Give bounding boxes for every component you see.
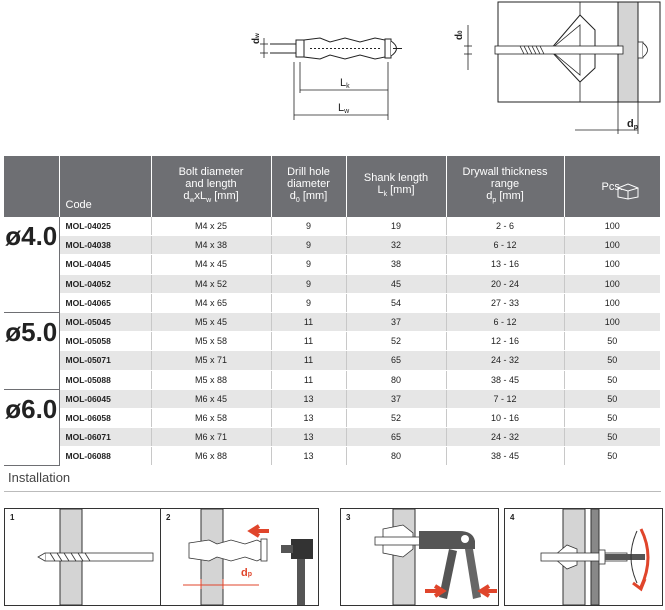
installation-title: Installation (8, 470, 71, 485)
dw-label: d (251, 37, 262, 44)
header-shank: Shank length $L_k$ [mm] (346, 156, 446, 217)
step-number: 4 (510, 513, 515, 522)
bolt-cell: M4 x 38 (151, 236, 271, 255)
code-cell: MOL-05058 (59, 332, 151, 351)
header-drill: Drill hole diameter $d_0$ [mm] (271, 156, 346, 217)
diameter-group-label: ø4.0 (4, 217, 59, 312)
shank-cell: 54 (346, 293, 446, 312)
code-cell: MOL-04052 (59, 274, 151, 293)
drill-cell: 11 (271, 370, 346, 389)
shank-cell: 38 (346, 255, 446, 274)
code-cell: MOL-04038 (59, 236, 151, 255)
shank-cell: 80 (346, 447, 446, 466)
hammer-icon (161, 509, 318, 605)
anchor-icon (270, 38, 402, 59)
drywall-cell: 2 - 6 (446, 217, 564, 236)
code-cell: MOL-04065 (59, 293, 151, 312)
pcs-cell: 100 (564, 274, 660, 293)
bolt-cell: M4 x 52 (151, 274, 271, 293)
install-step-1 (4, 508, 163, 606)
drill-cell: 13 (271, 389, 346, 408)
diameter-group-label: ø6.0 (4, 389, 59, 466)
table-row (4, 370, 660, 389)
table-row (4, 255, 660, 274)
pcs-cell: 50 (564, 408, 660, 427)
drill-cell: 9 (271, 217, 346, 236)
shank-cell: 65 (346, 428, 446, 447)
bolt-cell: M5 x 58 (151, 332, 271, 351)
svg-text:Lk: Lk (340, 77, 350, 90)
table-row (4, 293, 660, 312)
bolt-cell: M4 x 45 (151, 255, 271, 274)
code-cell: MOL-06058 (59, 408, 151, 427)
shank-cell: 80 (346, 370, 446, 389)
table-row (4, 312, 660, 331)
shank-cell: 37 (346, 312, 446, 331)
header-drywall: Drywall thickness range $d_p$ [mm] (446, 156, 564, 217)
drill-cell: 11 (271, 312, 346, 331)
bolt-cell: M5 x 88 (151, 370, 271, 389)
drill-cell: 9 (271, 255, 346, 274)
shank-cell: 52 (346, 332, 446, 351)
drill-bit-icon (5, 509, 162, 605)
table-row (4, 447, 660, 466)
pcs-cell: 100 (564, 312, 660, 331)
drill-cell: 13 (271, 408, 346, 427)
shank-cell: 19 (346, 217, 446, 236)
dp-label: d (627, 118, 634, 130)
pcs-cell: 50 (564, 428, 660, 447)
install-step-2 (160, 508, 319, 606)
header-bolt: Bolt diameter and length $d_wxL_w$ [mm] (151, 156, 271, 217)
drywall-cell: 38 - 45 (446, 370, 564, 389)
header-code: Code (59, 156, 151, 217)
svg-text:Lw: Lw (338, 102, 350, 115)
pcs-cell: 50 (564, 351, 660, 370)
installed-anchor-drawing (464, 2, 660, 134)
drill-cell: 13 (271, 447, 346, 466)
pcs-cell: 100 (564, 217, 660, 236)
shank-cell: 45 (346, 274, 446, 293)
code-cell: MOL-05071 (59, 351, 151, 370)
code-cell: MOL-04025 (59, 217, 151, 236)
table-row (4, 274, 660, 293)
technical-drawing (250, 0, 665, 150)
bolt-cell: M6 x 45 (151, 389, 271, 408)
shank-cell: 65 (346, 351, 446, 370)
shank-cell: 32 (346, 236, 446, 255)
drywall-cell: 24 - 32 (446, 351, 564, 370)
install-step-4 (504, 508, 663, 606)
bolt-cell: M4 x 65 (151, 293, 271, 312)
drywall-cell: 6 - 12 (446, 312, 564, 331)
bolt-cell: M6 x 71 (151, 428, 271, 447)
pcs-cell: 50 (564, 447, 660, 466)
table-header-row (4, 156, 660, 217)
table-row (4, 389, 660, 408)
header-diameter (4, 156, 59, 217)
lk-label: L (340, 77, 347, 89)
lw-label: L (338, 102, 345, 114)
drill-cell: 11 (271, 332, 346, 351)
drill-cell: 11 (271, 351, 346, 370)
table-row (4, 408, 660, 427)
bolt-cell: M6 x 58 (151, 408, 271, 427)
code-cell: MOL-06071 (59, 428, 151, 447)
bolt-cell: M5 x 45 (151, 312, 271, 331)
setting-tool-icon (341, 509, 498, 605)
bolt-cell: M6 x 88 (151, 447, 271, 466)
bolt-cell: M4 x 25 (151, 217, 271, 236)
pcs-cell: 100 (564, 255, 660, 274)
pcs-cell: 50 (564, 389, 660, 408)
drywall-cell: 24 - 32 (446, 428, 564, 447)
do-label: d (454, 33, 465, 40)
drill-cell: 13 (271, 428, 346, 447)
code-cell: MOL-05045 (59, 312, 151, 331)
drill-cell: 9 (271, 236, 346, 255)
rotate-arrow-icon (505, 509, 662, 605)
drywall-cell: 38 - 45 (446, 447, 564, 466)
header-pcs: Pcs. (564, 156, 660, 217)
pcs-cell: 50 (564, 370, 660, 389)
dp-step-label: dp (241, 567, 253, 579)
table-row (4, 351, 660, 370)
drywall-cell: 10 - 16 (446, 408, 564, 427)
code-cell: MOL-04045 (59, 255, 151, 274)
drywall-cell: 6 - 12 (446, 236, 564, 255)
code-cell: MOL-06088 (59, 447, 151, 466)
box-icon (616, 182, 640, 200)
code-cell: MOL-05088 (59, 370, 151, 389)
table-row (4, 217, 660, 236)
drywall-cell: 13 - 16 (446, 255, 564, 274)
diameter-group-label: ø5.0 (4, 312, 59, 389)
table-row (4, 428, 660, 447)
shank-cell: 52 (346, 408, 446, 427)
drywall-cell: 27 - 33 (446, 293, 564, 312)
pcs-cell: 100 (564, 236, 660, 255)
step-number: 2 (166, 513, 171, 522)
svg-text:dp: dp (627, 118, 639, 131)
drywall-cell: 20 - 24 (446, 274, 564, 293)
svg-text:dw: dw (251, 33, 262, 44)
table-row (4, 236, 660, 255)
svg-text:d0: d0 (454, 30, 465, 40)
pcs-cell: 100 (564, 293, 660, 312)
code-cell: MOL-06045 (59, 389, 151, 408)
spec-table (4, 156, 660, 466)
table-row (4, 332, 660, 351)
step-number: 3 (346, 513, 351, 522)
drywall-cell: 12 - 16 (446, 332, 564, 351)
install-step-3 (340, 508, 499, 606)
pcs-cell: 50 (564, 332, 660, 351)
divider (4, 491, 661, 492)
bolt-cell: M5 x 71 (151, 351, 271, 370)
table-body (4, 217, 660, 466)
drill-cell: 9 (271, 274, 346, 293)
shank-cell: 37 (346, 389, 446, 408)
drywall-cell: 7 - 12 (446, 389, 564, 408)
step-number: 1 (10, 513, 15, 522)
drill-cell: 9 (271, 293, 346, 312)
